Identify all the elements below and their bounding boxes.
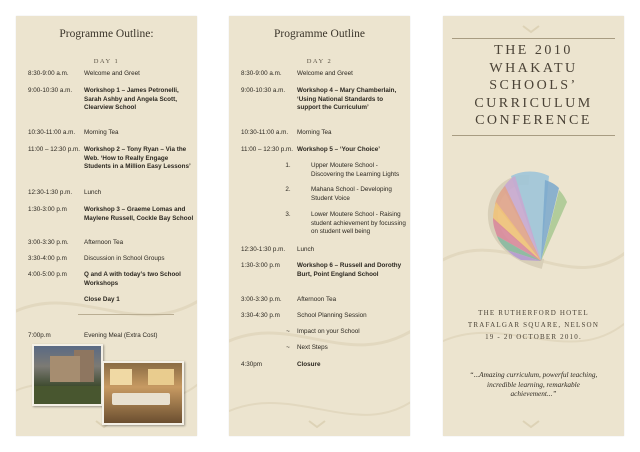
schedule-desc: Evening Meal (Extra Cost) — [84, 332, 158, 339]
schedule-desc: Lower Moutere School - Raising student achievement by focussing on student well being — [311, 211, 406, 236]
schedule-time: 7:00p.m — [28, 332, 51, 339]
schedule-desc: Workshop 1 – James Petronelli, Sarah Ashby and Angela Scott, Clearview School — [84, 87, 179, 112]
photo-detail — [50, 356, 80, 382]
schedule-desc: Welcome and Greet — [297, 70, 353, 77]
schedule-desc: Lunch — [84, 189, 102, 196]
schedule-desc: Lunch — [297, 246, 315, 253]
schedule-desc: Afternoon Tea — [297, 296, 337, 303]
title-line: CONFERENCE — [475, 113, 592, 128]
brochure-cover-panel — [443, 16, 624, 436]
schedule-desc: Workshop 2 – Tony Ryan – Via the Web. ‘How to Really Engage Students in a Million Easy Lessons’ — [84, 146, 191, 171]
page-title: Programme Outline: — [59, 28, 154, 40]
day-label: DAY 1 — [93, 58, 120, 65]
subitem-number: 3. — [285, 211, 291, 218]
schedule-time: 11:00 – 12:30 p.m. — [28, 146, 81, 153]
schedule-desc: Close Day 1 — [84, 296, 120, 303]
title-line: WHAKATU — [489, 60, 578, 76]
schedule-time: 3:30-4:30 p.m — [241, 312, 280, 319]
schedule-time: 10:30-11:00 a.m. — [241, 129, 289, 136]
page-title: Programme Outline — [273, 28, 366, 40]
schedule-time: 1:30-3:00 p.m — [28, 206, 67, 213]
schedule-desc: Upper Moutere School - Discovering the Learning Lights — [311, 162, 400, 178]
schedule-desc: Workshop 6 – Russell and Dorothy Burt, Point England School — [297, 262, 402, 278]
divider — [452, 38, 615, 39]
schedule-desc: Impact on your School — [297, 328, 360, 335]
venue-details — [443, 307, 624, 343]
photo-detail — [148, 369, 174, 385]
subitem-number: 1. — [285, 162, 291, 169]
schedule-time: 9:00-10:30 a.m. — [28, 87, 73, 94]
quote-line: incredible learning, remarkable — [487, 379, 580, 389]
schedule-time: 8:30-9:00 a.m. — [28, 70, 69, 77]
schedule-desc: Q and A with today’s two School Workshops — [84, 271, 181, 287]
quote-line: achievement...” — [510, 389, 557, 398]
tagline-quote — [455, 370, 612, 399]
subitem-bullet: ~ — [286, 328, 290, 335]
subitem-bullet: ~ — [286, 344, 290, 351]
brochure-panel-day1 — [16, 16, 197, 436]
brochure-panel-day2 — [229, 16, 410, 436]
schedule-time: 12:30-1:30 p.m. — [241, 246, 286, 253]
schedule-time: 3:00-3:30 p.m. — [241, 296, 282, 303]
title-line: CURRICULUM — [474, 95, 593, 111]
hotel-exterior-photo — [32, 344, 103, 406]
schedule-desc: Morning Tea — [297, 129, 332, 136]
schedule-time: 1:30-3:00 p.m — [241, 262, 280, 269]
schedule-desc: Afternoon Tea — [84, 239, 124, 246]
schedule-desc: School Planning Session — [297, 312, 367, 319]
schedule-time: 4:00-5:00 p.m — [28, 271, 67, 278]
conference-title — [443, 42, 624, 130]
title-line: THE 2010 — [494, 43, 573, 58]
title-line: SCHOOLS’ — [489, 78, 578, 93]
conference-room-photo — [102, 361, 184, 425]
venue-line: THE RUTHERFORD HOTEL — [478, 309, 589, 317]
venue-line: TRAFALGAR SQUARE, NELSON — [467, 321, 600, 329]
schedule-desc: Workshop 3 – Graeme Lomas and Maylene Russell, Cockle Bay School — [84, 206, 194, 222]
venue-line: 19 - 20 OCTOBER 2010. — [485, 333, 582, 341]
schedule-desc: Workshop 4 – Mary Chamberlain, ‘Using National Standards to support the Curriculum’ — [297, 87, 397, 112]
schedule-desc: Closure — [297, 361, 321, 368]
schedule-desc: Next Steps — [297, 344, 328, 351]
photo-detail — [110, 369, 132, 385]
schedule-time: 3:00-3:30 p.m. — [28, 239, 69, 246]
nautilus-shell-logo-icon — [481, 156, 581, 276]
divider — [452, 135, 615, 136]
schedule-desc: Discussion in School Groups — [84, 255, 165, 262]
photo-detail — [34, 386, 101, 404]
schedule-desc: Workshop 5 – ‘Your Choice’ — [297, 146, 381, 153]
schedule-time: 11:00 – 12:30 p.m. — [241, 146, 294, 153]
schedule-desc: Mahana School - Developing Student Voice — [311, 186, 392, 202]
subitem-number: 2. — [285, 186, 291, 193]
divider — [78, 314, 174, 315]
schedule-time: 9:00-10:30 a.m. — [241, 87, 286, 94]
quote-line: “...Amazing curriculum, powerful teaching, — [469, 370, 598, 379]
schedule-time: 10:30-11:00 a.m. — [28, 129, 76, 136]
schedule-time: 4:30pm — [241, 361, 263, 368]
schedule-desc: Welcome and Greet — [84, 70, 140, 77]
schedule-time: 3:30-4:00 p.m — [28, 255, 67, 262]
day-label: DAY 2 — [306, 58, 333, 65]
schedule-time: 8:30-9:00 a.m. — [241, 70, 282, 77]
schedule-desc: Morning Tea — [84, 129, 119, 136]
schedule-time: 12:30-1:30 p.m. — [28, 189, 73, 196]
photo-detail — [112, 393, 170, 405]
